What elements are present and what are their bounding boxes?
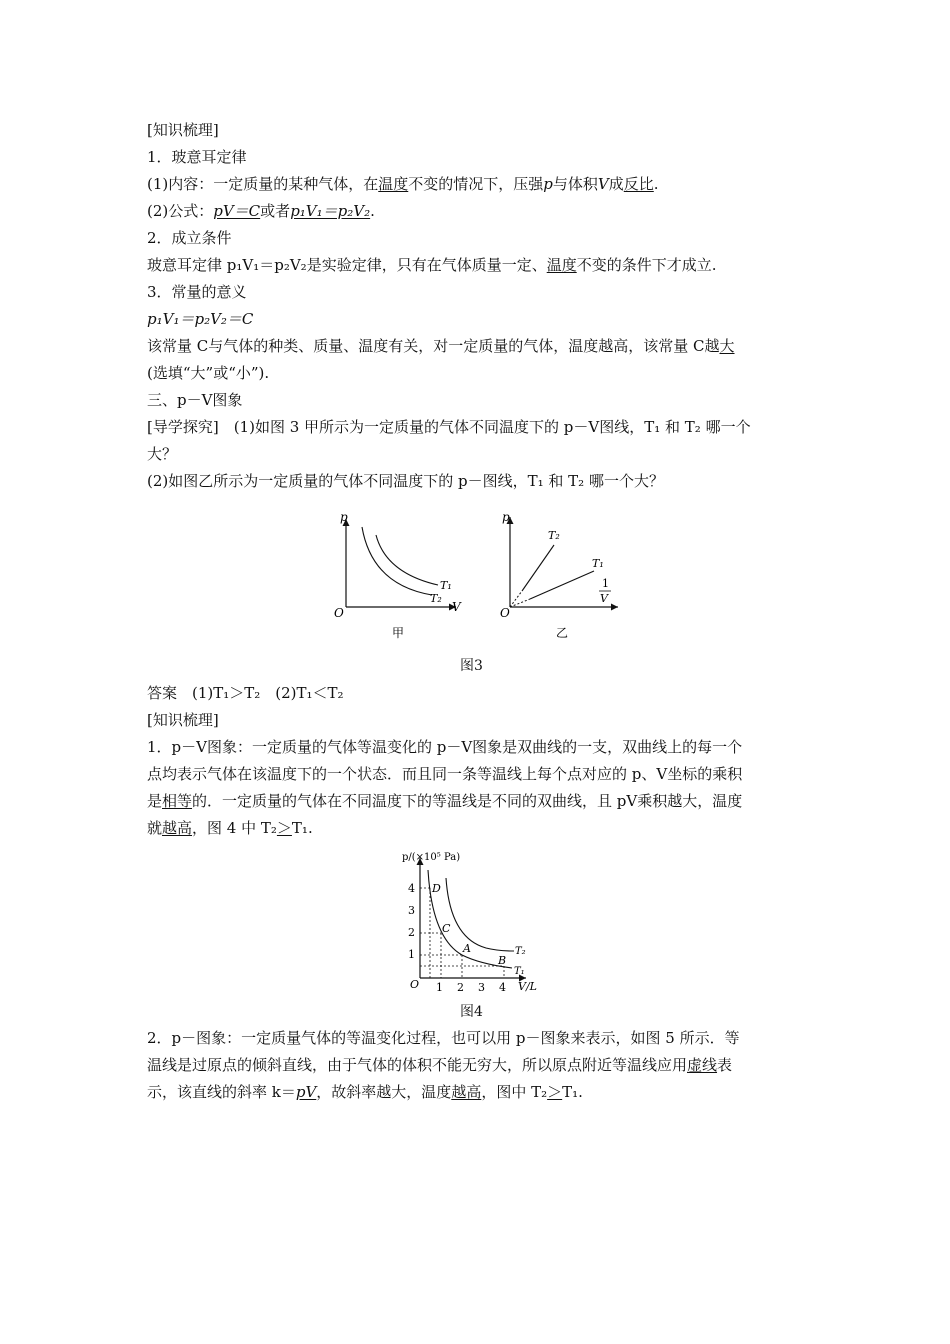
fig4-point-a: A [463,942,471,955]
p-invV-graph-right [500,510,618,640]
condition-text: 玻意耳定律 p₁V₁＝p₂V₂是实验定律，只有在气体质量一定、温度不变的条件下才成立. [147,256,717,274]
fig4-xtick-1: 1 [436,981,443,994]
constant-text: 该常量 C与气体的种类、质量、温度有关，对一定质量的气体，温度越高，该常量 C越大 [147,337,735,355]
fig4-t1-label: T₁ [514,966,525,977]
p-invV-text-2: 温线是过原点的倾斜直线，由于气体的体积不能无穷大，所以原点附近等温线应用虚线表 [147,1056,733,1074]
knowledge-heading: [知识梳理] [147,121,219,139]
left-caption: 甲 [392,626,405,640]
left-x-label: V [452,600,461,614]
right-origin: O [500,606,510,620]
fig4-origin: O [410,978,420,991]
fig4-curve-t2 [446,878,514,951]
left-t2-label: T₂ [430,592,442,605]
pv-graph-left [334,510,462,640]
fig4-point-b: B [498,954,507,967]
p-invV-text-3: 示，该直线的斜率 k＝pV，故斜率越大，温度越高，图中 T₂＞T₁. [147,1083,583,1101]
knowledge-heading-2: [知识梳理] [147,711,219,729]
figure-3 [320,505,640,645]
fig4-ytick-4: 4 [408,882,415,895]
constant-title: 3．常量的意义 [147,283,247,301]
pv-graph-text-4: 就越高，图 4 中 T₂＞T₁. [147,819,313,837]
right-t2-label: T₂ [548,529,560,542]
fig4-x-label: V/L [518,980,537,993]
left-origin: O [334,606,344,620]
pv-graph-text-1: 1．p－V图象：一定质量的气体等温变化的 p－V图象是双曲线的一支，双曲线上的每一个 [147,738,743,756]
fig4-ytick-1: 1 [408,948,415,961]
fig4-y-label: p/(×10⁵ Pa) [402,852,461,863]
pv-section-title: 三、p－V图象 [147,391,243,409]
figure-4-caption: 图4 [460,1004,483,1020]
answer-line: 答案 (1)T₁＞T₂ (2)T₁＜T₂ [147,684,344,702]
boyle-law-content: (1)内容：一定质量的某种气体，在温度不变的情况下，压强p与体积V成反比. [147,175,659,193]
fig4-ytick-3: 3 [408,904,415,917]
right-t1-line [530,571,594,599]
pv-graph-text-2: 点均表示气体在该温度下的一个状态．而且同一条等温线上每个点对应的 p、V坐标的乘积 [147,765,743,783]
left-curve-t1 [376,535,438,585]
right-x-frac-num: 1 [602,577,609,590]
condition-title: 2．成立条件 [147,229,232,247]
constant-choice: (选填“大”或“小”). [147,364,270,382]
right-t2-line [522,545,554,591]
fig4-xtick-3: 3 [478,981,485,994]
boyle-law-formula: (2)公式：pV＝C或者p₁V₁＝p₂V₂. [147,202,375,220]
right-t2-dashed [510,591,522,607]
right-caption: 乙 [556,626,569,640]
guide-line-2: 大？ [147,445,178,463]
fig4-point-d: D [432,882,441,895]
fig4-t2-label: T₂ [515,946,526,957]
fig4-ticks [408,882,506,994]
right-x-frac-den: V [600,592,608,605]
guide-line-3: (2)如图乙所示为一定质量的气体不同温度下的 p－图线，T₁ 和 T₂ 哪一个大？ [147,472,664,490]
fig4-ytick-2: 2 [408,926,415,939]
right-t1-label: T₁ [592,557,604,570]
boyle-law-title: 1．玻意耳定律 [147,148,247,166]
figure-3-caption: 图3 [460,658,483,674]
p-invV-text-1: 2．p－图象：一定质量气体的等温变化过程，也可以用 p－图象来表示，如图 5 所示．等 [147,1029,740,1047]
left-curve-t2 [362,527,432,595]
figure-4 [398,848,548,996]
left-y-label: p [340,510,348,524]
fig4-xtick-2: 2 [457,981,464,994]
left-t1-label: T₁ [440,579,452,592]
fig4-xtick-4: 4 [499,981,506,994]
constant-equation: p₁V₁＝p₂V₂＝C [147,310,254,328]
right-y-label: p [502,510,510,524]
guide-line-1: [导学探究] (1)如图 3 甲所示为一定质量的气体不同温度下的 p－V图线，T₁ 和 T₂ 哪一个 [147,418,751,436]
pv-graph-text-3: 是相等的．一定质量的气体在不同温度下的等温线是不同的双曲线，且 pV乘积越大，温度 [147,792,743,810]
fig4-point-c: C [442,922,451,935]
